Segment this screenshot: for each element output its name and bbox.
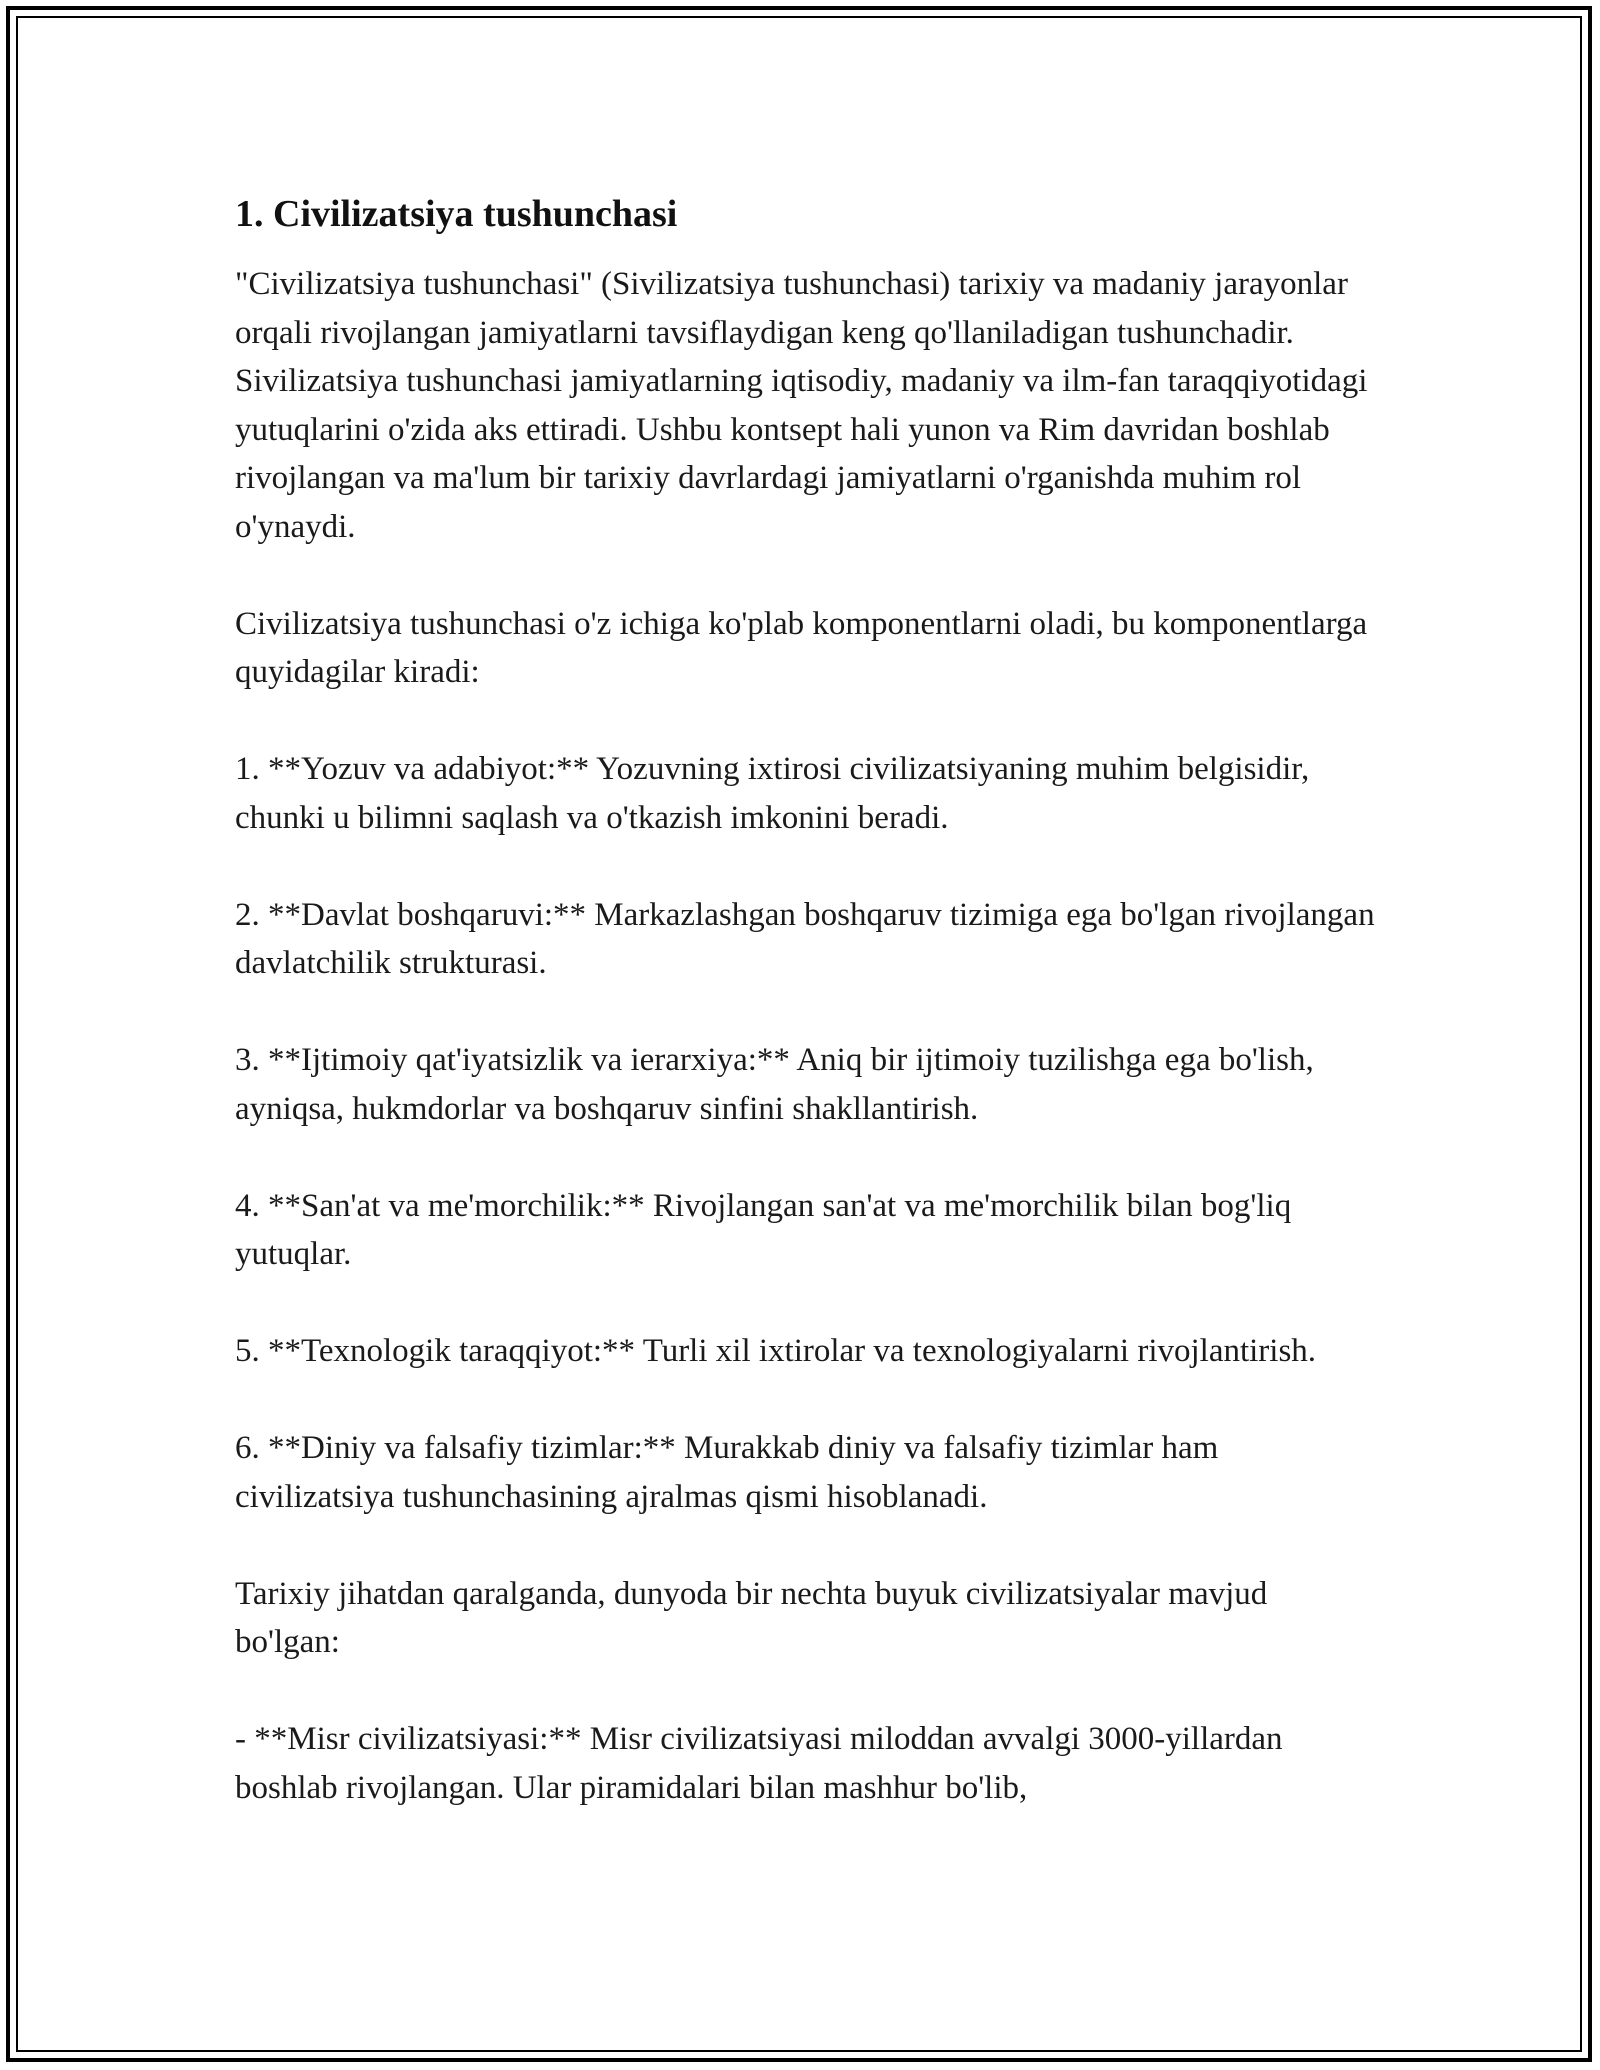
intro-paragraph: "Civilizatsiya tushunchasi" (Sivilizatsiya tushunchasi) tarixiy va madaniy jarayonlar orqali rivojlangan jamiyatlarni tavsiflaydigan keng qo'llaniladigan tushunchadir. Sivilizatsiya tushunchasi jamiyatlarning iqtisodiy, madaniy va ilm-fan taraqqiyotidagi yutuqlarini o'zida aks ettiradi. Ushbu kontsept hali yunon va Rim davridan boshlab rivojlangan va ma'lum bir tarixiy davrlardagi jamiyatlarni o'rganishda muhim rol o'ynaydi. [235, 266, 1368, 545]
list-item-social-hierarchy: 3. **Ijtimoiy qat'iyatsizlik va ierarxiya:** Aniq bir ijtimoiy tuzilishga ega bo'lish, ayniqsa, hukmdorlar va boshqaruv sinfini shakllantirish. [235, 1042, 1314, 1127]
bullet-egypt: - **Misr civilizatsiyasi:** Misr civilizatsiyasi miloddan avvalgi 3000-yillardan boshlab rivojlangan. Ular piramidalari bilan mashhur bo'lib, [235, 1721, 1283, 1806]
list-item-government: 2. **Davlat boshqaruvi:** Markazlashgan boshqaruv tizimiga ega bo'lgan rivojlangan davlatchilik strukturasi. [235, 896, 1375, 981]
section-heading: 1. Civilizatsiya tushunchasi [235, 193, 678, 235]
civilizations-intro-paragraph: Tarixiy jihatdan qaralganda, dunyoda bir nechta buyuk civilizatsiyalar mavjud bo'lgan: [235, 1575, 1268, 1660]
list-item-technology: 5. **Texnologik taraqqiyot:** Turli xil ixtirolar va texnologiyalarni rivojlantirish. [235, 1333, 1317, 1369]
document-body [235, 190, 1375, 1861]
list-item-religion-philosophy: 6. **Diniy va falsafiy tizimlar:** Murakkab diniy va falsafiy tizimlar ham civilizatsiya tushunchasining ajralmas qismi hisoblanadi. [235, 1430, 1219, 1515]
components-intro-paragraph: Civilizatsiya tushunchasi o'z ichiga ko'plab komponentlarni oladi, bu komponentlarga quyidagilar kiradi: [235, 605, 1368, 690]
list-item-writing: 1. **Yozuv va adabiyot:** Yozuvning ixtirosi civilizatsiyaning muhim belgisidir, chunki u bilimni saqlash va o'tkazish imkonini beradi. [235, 751, 1310, 836]
list-item-art-architecture: 4. **San'at va me'morchilik:** Rivojlangan san'at va me'morchilik bilan bog'liq yutuqlar. [235, 1187, 1292, 1272]
